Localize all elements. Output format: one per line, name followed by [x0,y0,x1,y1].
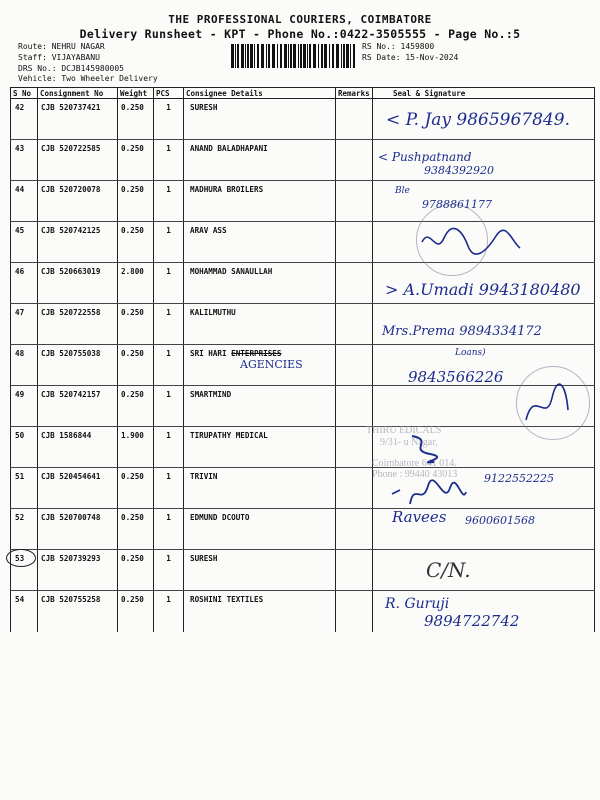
col-remarks: Remarks [336,88,373,99]
barcode-bar [245,44,246,68]
row-signature [373,550,595,591]
company-title: THE PROFESSIONAL COURIERS, COIMBATORE [168,13,432,26]
row-consignment-no: CJB 520663019 [38,263,118,304]
col-pcs: PCS [154,88,184,99]
handwritten-signature-48: Loans) [455,348,486,358]
col-consignee: Consignee Details [184,88,336,99]
row-sno: 42 [11,99,38,140]
barcode-bar [313,44,316,68]
barcode-bar [298,44,299,68]
row-consignee: SURESH [184,550,336,591]
row-consignment-no: CJB 520739293 [38,550,118,591]
row-remarks [336,222,373,263]
row-consignment-no: CJB 520722585 [38,140,118,181]
row-pcs: 1 [154,591,184,632]
row-remarks [336,304,373,345]
row-remarks [336,386,373,427]
barcode-bar [237,44,239,68]
row-remarks [336,550,373,591]
row-sno: 52 [11,509,38,550]
barcode-bar [290,44,292,68]
barcode-bar [336,44,339,68]
handwritten-phone-43: 9384392920 [424,164,494,177]
row-sno: 51 [11,468,38,509]
row-weight: 0.250 [118,550,154,591]
barcode-bar [300,44,302,68]
row-consignee: SRI HARI ENTERPRISES [184,345,336,386]
row-pcs: 1 [154,263,184,304]
row-sno: 53 [11,550,38,591]
row-consignment-no: CJB 520720078 [38,181,118,222]
stamp-line-2: 9/31- u Nagar, [380,437,438,448]
barcode-bar [250,44,253,68]
row-pcs: 1 [154,99,184,140]
row-pcs: 1 [154,550,184,591]
col-consignment: Consignment No [38,88,118,99]
row-pcs: 1 [154,509,184,550]
row-weight: 0.250 [118,181,154,222]
row-remarks [336,181,373,222]
barcode-bar [341,44,342,68]
row-pcs: 1 [154,222,184,263]
row-consignment-no: CJB 520737421 [38,99,118,140]
handwritten-signature-46: > A.Umadi 9943180480 [385,280,581,299]
row-consignment-no: CJB 520755258 [38,591,118,632]
row-sno: 44 [11,181,38,222]
row-pcs: 1 [154,427,184,468]
barcode-bar [303,44,306,68]
row-sno: 43 [11,140,38,181]
handwritten-signature-42: < P. Jay 9865967849. [386,110,570,130]
row-consignment-no: CJB 520454641 [38,468,118,509]
barcode-bar [321,44,323,68]
row-remarks [336,140,373,181]
row-weight: 1.900 [118,427,154,468]
table-row [11,140,595,181]
table-row [11,181,595,222]
barcode-bar [235,44,236,68]
drs-number: DRS No.: DCJB145980005 [18,64,124,73]
handwritten-signature-45 [416,222,526,262]
barcode-bar [231,44,234,68]
runsheet-title: Delivery Runsheet - KPT - Phone No.:0422-3505555 - Page No.:5 [79,27,521,41]
table-row [11,427,595,468]
handwritten-signature-44: Ble [395,186,410,196]
handwritten-signature-49 [516,380,576,430]
barcode-bar [293,44,296,68]
route-label: Route: NEHRU NAGAR [18,42,105,51]
row-remarks [336,345,373,386]
row-consignment-no: CJB 520722558 [38,304,118,345]
barcode-bar [318,44,319,68]
row-consignee: SMARTMIND [184,386,336,427]
row-consignee: ROSHINI TEXTILES [184,591,336,632]
handwritten-phone-48: 9843566226 [408,368,504,386]
row-consignee: MOHAMMAD SANAULLAH [184,263,336,304]
row-weight: 0.250 [118,222,154,263]
row-sno: 45 [11,222,38,263]
barcode-bar [257,44,259,68]
col-weight: Weight [118,88,154,99]
row-remarks [336,591,373,632]
barcode-bar [241,44,244,68]
row-weight: 0.250 [118,99,154,140]
stamp-line-4: Phone : 99440 43013 [372,469,458,480]
barcode-bar [266,44,267,68]
stamp-line-3: Coimbatore 641 014. [372,458,457,469]
row-pcs: 1 [154,386,184,427]
barcode-bar [261,44,264,68]
row-sno: 49 [11,386,38,427]
staff-label: Staff: VIJAYABANU [18,53,100,62]
row-consignment-no: CJB 520700748 [38,509,118,550]
handwritten-phone-54: 9894722742 [424,612,520,630]
handwritten-phone-44: 9788861177 [422,198,492,211]
col-signature: Seal & Signature [373,88,595,99]
handwritten-signature-51 [388,476,468,510]
row-consignment-no: CJB 1586844 [38,427,118,468]
handwritten-note-53: C/N. [426,558,471,582]
row-consignment-no: CJB 520755038 [38,345,118,386]
barcode-bar [346,44,349,68]
row-sno: 46 [11,263,38,304]
row-sno: 48 [11,345,38,386]
row-weight: 0.250 [118,345,154,386]
row-weight: 2.800 [118,263,154,304]
barcode-bar [272,44,275,68]
row-pcs: 1 [154,304,184,345]
rs-date: RS Date: 15-Nov-2024 [362,53,459,62]
barcode [231,44,355,68]
handwritten-signature-52: Ravees [392,508,447,526]
row-consignment-no: CJB 520742157 [38,386,118,427]
barcode-bar [284,44,287,68]
barcode-bar [332,44,334,68]
barcode-bar [280,44,282,68]
circle-mark-53 [6,549,36,567]
row-sno: 47 [11,304,38,345]
barcode-bar [254,44,255,68]
barcode-bar [350,44,351,68]
row-pcs: 1 [154,345,184,386]
row-consignment-no: CJB 520742125 [38,222,118,263]
barcode-bar [343,44,345,68]
barcode-bar [309,44,311,68]
row-consignee: SURESH [184,99,336,140]
barcode-bar [324,44,327,68]
barcode-bar [329,44,330,68]
barcode-bar [268,44,270,68]
barcode-bar [353,44,355,68]
row-consignee: TRIVIN [184,468,336,509]
row-pcs: 1 [154,468,184,509]
row-remarks [336,468,373,509]
row-consignee: MADHURA BROILERS [184,181,336,222]
handwritten-signature-47: Mrs.Prema 9894334172 [382,324,542,339]
row-consignee: ARAV ASS [184,222,336,263]
row-weight: 0.250 [118,591,154,632]
barcode-bar [307,44,308,68]
barcode-bar [247,44,249,68]
row-weight: 0.250 [118,468,154,509]
table-header-row [11,88,595,99]
row-sno: 50 [11,427,38,468]
row-remarks [336,509,373,550]
row-consignee: TIRUPATHY MEDICAL [184,427,336,468]
barcode-bar [288,44,289,68]
handwritten-phone-51: 9122552225 [484,472,554,485]
row-pcs: 1 [154,140,184,181]
handwritten-signature-43: < Pushpatnand [378,150,472,164]
row-weight: 0.250 [118,140,154,181]
rs-number: RS No.: 1459800 [362,42,435,51]
row-consignee: KALILMUTHU [184,304,336,345]
struck-text: ENTERPRISES [231,349,282,358]
row-sno: 54 [11,591,38,632]
barcode-bar [277,44,278,68]
row-consignee: EDMUND DCOUTO [184,509,336,550]
row-consignee: ANAND BALADHAPANI [184,140,336,181]
row-weight: 0.250 [118,386,154,427]
row-remarks [336,99,373,140]
handwritten-signature-50 [404,428,444,468]
table-row [11,386,595,427]
handwritten-signature-54: R. Guruji [385,596,450,612]
row-weight: 0.250 [118,304,154,345]
vehicle-label: Vehicle: Two Wheeler Delivery [18,74,158,83]
row-weight: 0.250 [118,509,154,550]
handwritten-agencies: AGENCIES [240,358,303,371]
row-pcs: 1 [154,181,184,222]
col-sno: S No [11,88,38,99]
table-row [11,550,595,591]
handwritten-phone-52: 9600601568 [465,514,535,527]
stamp-line-1: THIRU EDICALS [366,425,442,436]
row-remarks [336,263,373,304]
